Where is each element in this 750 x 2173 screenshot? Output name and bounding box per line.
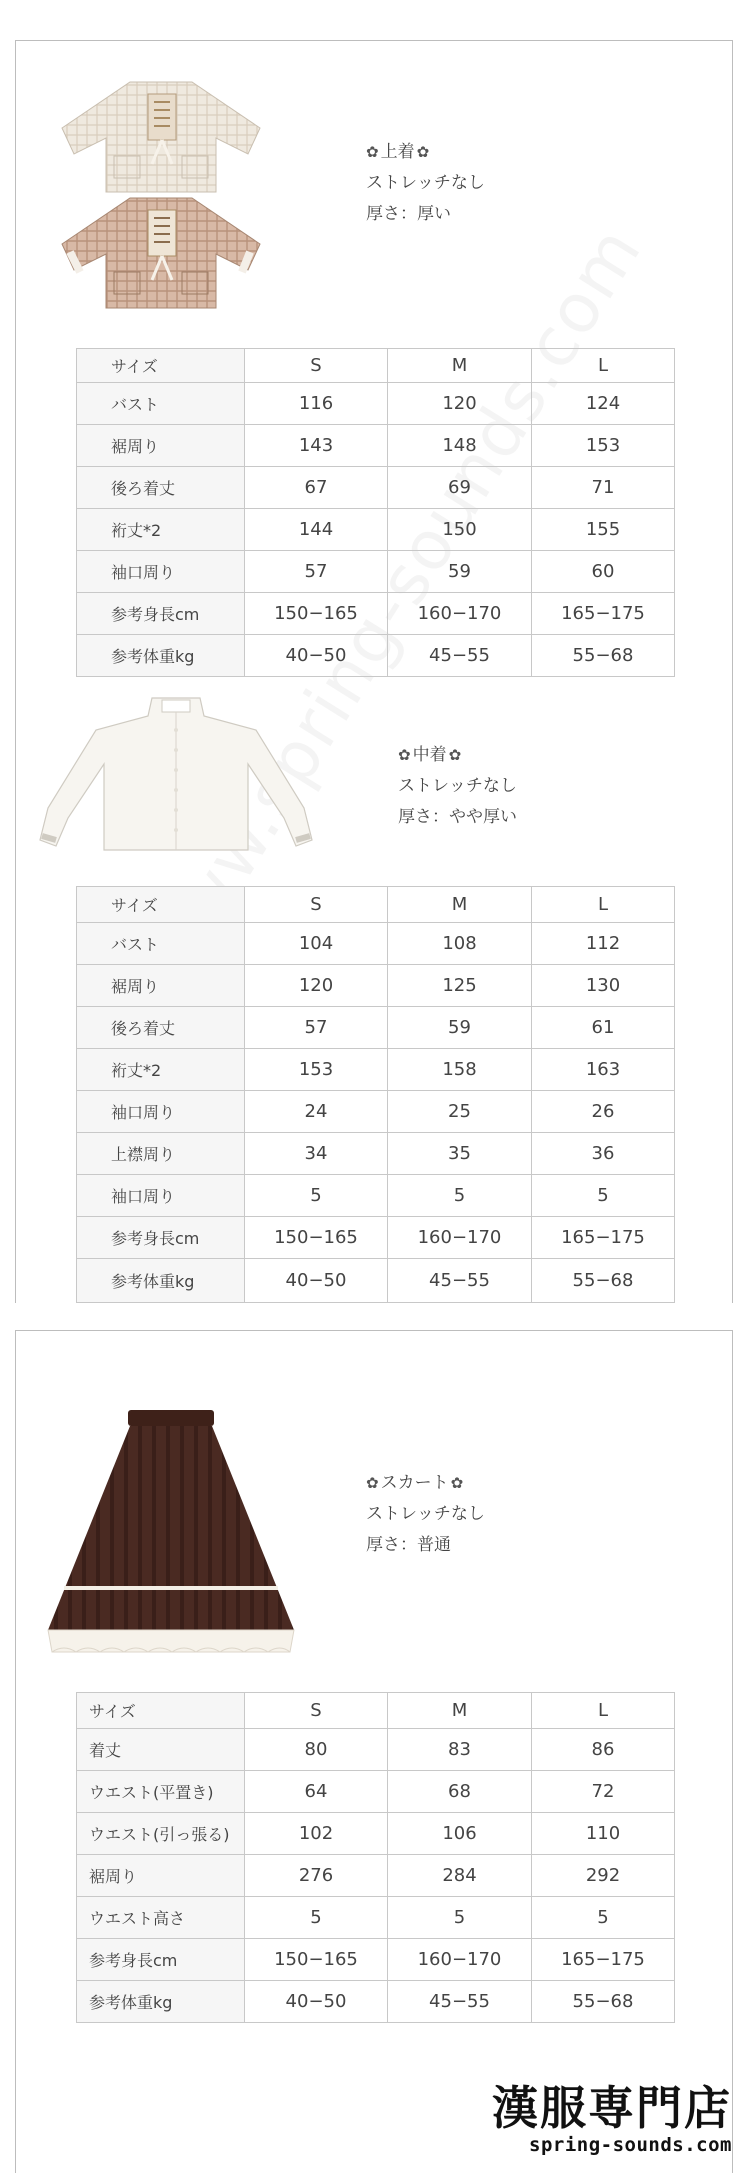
size-value: S bbox=[245, 887, 388, 923]
row-label: 参考身長cm bbox=[77, 593, 245, 635]
size-value: 86 bbox=[532, 1729, 675, 1771]
table-row bbox=[77, 1855, 675, 1897]
size-value: 34 bbox=[245, 1133, 388, 1175]
size-value: 45−55 bbox=[388, 1259, 532, 1303]
size-value: 55−68 bbox=[532, 1259, 675, 1303]
size-value: M bbox=[388, 887, 532, 923]
row-label: 着丈 bbox=[77, 1729, 245, 1771]
size-value: 144 bbox=[245, 509, 388, 551]
table-row bbox=[77, 1175, 675, 1217]
size-value: 284 bbox=[388, 1855, 532, 1897]
table-row bbox=[77, 1217, 675, 1259]
row-label: ウエスト高さ bbox=[77, 1897, 245, 1939]
size-value: 69 bbox=[388, 467, 532, 509]
size-value: 165−175 bbox=[532, 1217, 675, 1259]
section-title bbox=[366, 137, 485, 168]
size-value: 45−55 bbox=[388, 635, 532, 677]
row-label: 参考体重kg bbox=[77, 1259, 245, 1303]
size-value: 276 bbox=[245, 1855, 388, 1897]
size-value: 5 bbox=[532, 1175, 675, 1217]
row-label: 参考体重kg bbox=[77, 1981, 245, 2023]
description-tops bbox=[366, 137, 485, 230]
size-value: 292 bbox=[532, 1855, 675, 1897]
table-row bbox=[77, 1133, 675, 1175]
size-value: 150−165 bbox=[245, 593, 388, 635]
size-value: 150 bbox=[388, 509, 532, 551]
flower-icon: ✿ bbox=[366, 143, 379, 161]
size-value: 57 bbox=[245, 1007, 388, 1049]
size-value: 5 bbox=[245, 1175, 388, 1217]
size-table-skirt bbox=[76, 1692, 675, 2023]
row-label: バスト bbox=[77, 383, 245, 425]
table-row bbox=[77, 551, 675, 593]
size-value: 67 bbox=[245, 467, 388, 509]
size-value: 72 bbox=[532, 1771, 675, 1813]
size-value: 163 bbox=[532, 1049, 675, 1091]
size-table-tops bbox=[76, 348, 675, 677]
size-value: L bbox=[532, 887, 675, 923]
flower-icon: ✿ bbox=[450, 1474, 464, 1492]
shop-logo bbox=[492, 2082, 732, 2156]
size-value: 116 bbox=[245, 383, 388, 425]
row-label: 参考身長cm bbox=[77, 1217, 245, 1259]
thickness-text: 厚さ：厚い bbox=[366, 204, 451, 224]
table-header-row bbox=[77, 887, 675, 923]
size-value: 71 bbox=[532, 467, 675, 509]
size-value: 40−50 bbox=[245, 1259, 388, 1303]
size-value: 125 bbox=[388, 965, 532, 1007]
table-row bbox=[77, 1091, 675, 1133]
row-label: ウエスト(引っ張る) bbox=[77, 1813, 245, 1855]
row-label: 裄丈*2 bbox=[77, 1049, 245, 1091]
section-title bbox=[398, 740, 517, 771]
row-label: 袖口周り bbox=[77, 1175, 245, 1217]
table-row bbox=[77, 1813, 675, 1855]
size-value: 102 bbox=[245, 1813, 388, 1855]
size-value: 24 bbox=[245, 1091, 388, 1133]
blouse-image bbox=[26, 690, 326, 860]
size-value: 130 bbox=[532, 965, 675, 1007]
table-row bbox=[77, 1981, 675, 2023]
size-value: L bbox=[532, 1693, 675, 1729]
size-value: M bbox=[388, 349, 532, 383]
size-table-inner bbox=[76, 886, 675, 1303]
size-value: 55−68 bbox=[532, 635, 675, 677]
title-text: スカート bbox=[380, 1473, 449, 1493]
row-label: 参考体重kg bbox=[77, 635, 245, 677]
size-value: 45−55 bbox=[388, 1981, 532, 2023]
stretch-text: ストレッチなし bbox=[366, 1504, 485, 1524]
size-value: M bbox=[388, 1693, 532, 1729]
size-value: S bbox=[245, 349, 388, 383]
table-row bbox=[77, 923, 675, 965]
title-text: 上着 bbox=[380, 142, 415, 162]
description-skirt bbox=[366, 1468, 485, 1561]
size-value: 124 bbox=[532, 383, 675, 425]
size-value: 83 bbox=[388, 1729, 532, 1771]
table-row bbox=[77, 1771, 675, 1813]
table-row bbox=[77, 1049, 675, 1091]
size-value: 59 bbox=[388, 551, 532, 593]
jacket-image bbox=[52, 70, 292, 310]
size-value: 160−170 bbox=[388, 593, 532, 635]
description-inner bbox=[398, 740, 517, 833]
shop-url: spring-sounds.com bbox=[529, 2134, 732, 2156]
size-value: 5 bbox=[388, 1175, 532, 1217]
table-row bbox=[77, 1939, 675, 1981]
row-label: 袖口周り bbox=[77, 1091, 245, 1133]
row-label: バスト bbox=[77, 923, 245, 965]
size-value: 150−165 bbox=[245, 1217, 388, 1259]
size-value: 25 bbox=[388, 1091, 532, 1133]
size-value: 104 bbox=[245, 923, 388, 965]
size-value: 59 bbox=[388, 1007, 532, 1049]
table-row bbox=[77, 1259, 675, 1303]
flower-icon: ✿ bbox=[448, 746, 462, 764]
section-title bbox=[366, 1468, 485, 1499]
table-row bbox=[77, 635, 675, 677]
size-value: 165−175 bbox=[532, 593, 675, 635]
row-label: 袖口周り bbox=[77, 551, 245, 593]
size-value: 106 bbox=[388, 1813, 532, 1855]
size-value: 5 bbox=[388, 1897, 532, 1939]
table-row bbox=[77, 425, 675, 467]
table-row bbox=[77, 593, 675, 635]
row-label: サイズ bbox=[77, 887, 245, 923]
table-row bbox=[77, 1729, 675, 1771]
table-row bbox=[77, 1897, 675, 1939]
row-label: 裾周り bbox=[77, 425, 245, 467]
size-value: 148 bbox=[388, 425, 532, 467]
size-value: 40−50 bbox=[245, 1981, 388, 2023]
row-label: 裾周り bbox=[77, 965, 245, 1007]
table-row bbox=[77, 509, 675, 551]
row-label: 後ろ着丈 bbox=[77, 467, 245, 509]
row-label: 裄丈*2 bbox=[77, 509, 245, 551]
size-value: 155 bbox=[532, 509, 675, 551]
size-value: 35 bbox=[388, 1133, 532, 1175]
size-value: 26 bbox=[532, 1091, 675, 1133]
size-value: 36 bbox=[532, 1133, 675, 1175]
shop-name: 漢服専門店 bbox=[492, 2081, 732, 2135]
row-label: ウエスト(平置き) bbox=[77, 1771, 245, 1813]
size-value: 143 bbox=[245, 425, 388, 467]
size-value: 60 bbox=[532, 551, 675, 593]
size-value: 61 bbox=[532, 1007, 675, 1049]
stretch-text: ストレッチなし bbox=[366, 173, 485, 193]
jacket-pink bbox=[62, 198, 260, 308]
size-value: 150−165 bbox=[245, 1939, 388, 1981]
table-row bbox=[77, 383, 675, 425]
row-label: 上襟周り bbox=[77, 1133, 245, 1175]
thickness-text: 厚さ：普通 bbox=[366, 1535, 451, 1555]
title-text: 中着 bbox=[412, 745, 447, 765]
row-label: 裾周り bbox=[77, 1855, 245, 1897]
size-value: 160−170 bbox=[388, 1939, 532, 1981]
jacket-cream bbox=[62, 82, 260, 192]
size-value: 120 bbox=[245, 965, 388, 1007]
size-value: 40−50 bbox=[245, 635, 388, 677]
size-value: 112 bbox=[532, 923, 675, 965]
table-header-row bbox=[77, 349, 675, 383]
size-value: 68 bbox=[388, 1771, 532, 1813]
size-value: 160−170 bbox=[388, 1217, 532, 1259]
size-value: 55−68 bbox=[532, 1981, 675, 2023]
size-value: S bbox=[245, 1693, 388, 1729]
skirt-image bbox=[44, 1408, 298, 1658]
size-value: 80 bbox=[245, 1729, 388, 1771]
row-label: サイズ bbox=[77, 1693, 245, 1729]
table-row bbox=[77, 467, 675, 509]
size-value: 153 bbox=[245, 1049, 388, 1091]
size-value: 110 bbox=[532, 1813, 675, 1855]
thickness-text: 厚さ：やや厚い bbox=[398, 807, 517, 827]
size-value: 158 bbox=[388, 1049, 532, 1091]
flower-icon: ✿ bbox=[416, 143, 430, 161]
size-value: 153 bbox=[532, 425, 675, 467]
size-value: 64 bbox=[245, 1771, 388, 1813]
size-value: L bbox=[532, 349, 675, 383]
table-header-row bbox=[77, 1693, 675, 1729]
row-label: 後ろ着丈 bbox=[77, 1007, 245, 1049]
flower-icon: ✿ bbox=[366, 1474, 379, 1492]
row-label: サイズ bbox=[77, 349, 245, 383]
flower-icon: ✿ bbox=[398, 746, 411, 764]
size-value: 108 bbox=[388, 923, 532, 965]
table-row bbox=[77, 965, 675, 1007]
stretch-text: ストレッチなし bbox=[398, 776, 517, 796]
size-value: 5 bbox=[245, 1897, 388, 1939]
size-value: 57 bbox=[245, 551, 388, 593]
row-label: 参考身長cm bbox=[77, 1939, 245, 1981]
size-value: 5 bbox=[532, 1897, 675, 1939]
size-value: 165−175 bbox=[532, 1939, 675, 1981]
size-value: 120 bbox=[388, 383, 532, 425]
table-row bbox=[77, 1007, 675, 1049]
